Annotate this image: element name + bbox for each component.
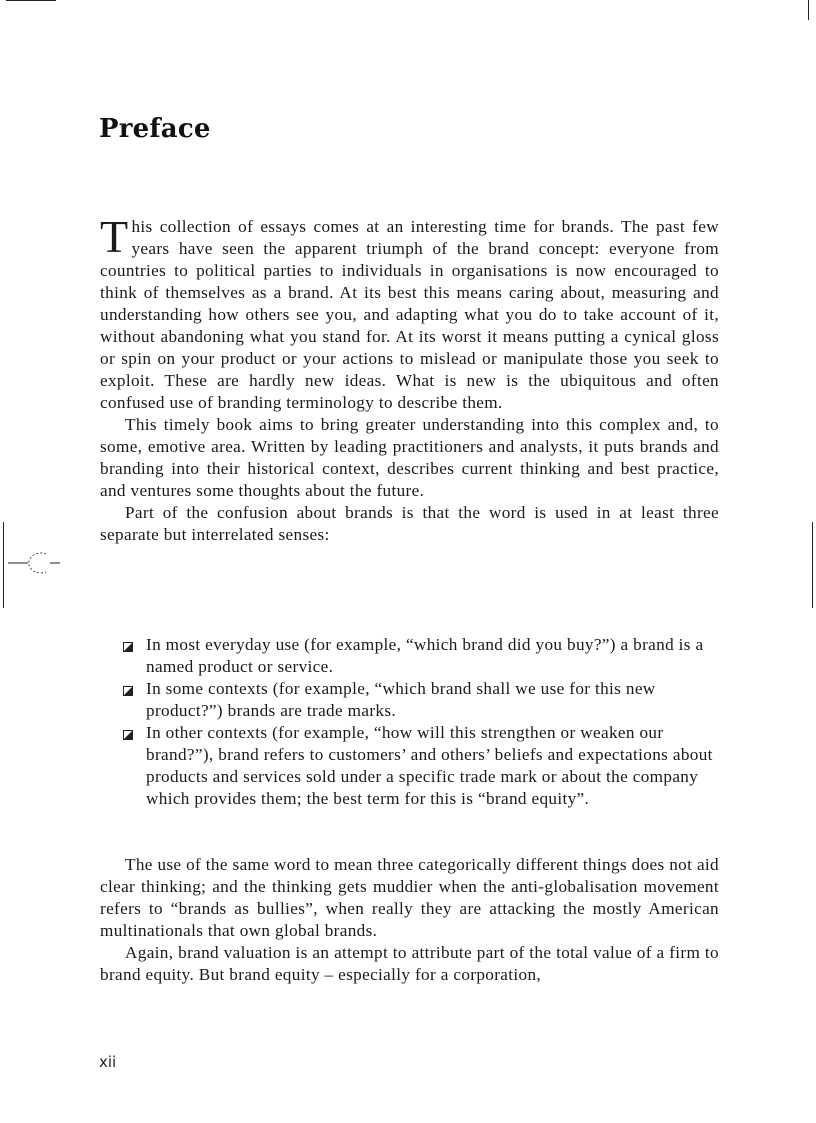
list-item xyxy=(123,634,723,678)
bullet-list xyxy=(123,634,723,810)
list-item xyxy=(123,722,723,810)
paragraph-4: The use of the same word to mean three categorically different things does not aid clear thinking; and the thinking gets muddier when the anti-globalisation movement refers to “brands as bullies”, when really they are attacking the mostly American multinationals that own global brands. xyxy=(100,855,719,940)
paragraph-1-text: his collection of essays comes at an interesting time for brands. The past few years have seen the apparent triumph of the brand concept: everyone from countries to political parties to individuals in organisations is now encouraged to think of themselves as a brand. At its best this means caring about, measuring and understanding how others see you, and adapting what you do to take account of it, without abandoning what you stand for. At its worst it means putting a cynical gloss or spin on your product or your actions to mislead or manipulate those you seek to exploit. These are hardly new ideas. What is new is the ubiquitous and often confused use of branding terminology to describe them. xyxy=(100,217,719,412)
bullet-icon xyxy=(123,730,133,740)
registration-mark-icon xyxy=(8,548,60,578)
bullet-text: In other contexts (for example, “how will this strengthen or weaken our brand?”), brand refers to customers’ and others’ beliefs and expectations about products and services sold under a specific trade mark or about the company which provides them; the best term for this is “brand equity”. xyxy=(146,723,713,808)
bullet-text: In most everyday use (for example, “which brand did you buy?”) a brand is a named product or service. xyxy=(146,635,704,676)
paragraph-1 xyxy=(100,211,719,414)
page-number: xii xyxy=(99,1053,117,1071)
bullet-icon xyxy=(123,642,133,652)
paragraph-2: This timely book aims to bring greater understanding into this complex and, to some, emotive area. Written by leading practitioners and analysts, it puts brands and branding into their historical context, describes current thinking and best practice, and ventures some thoughts about the future. xyxy=(100,415,719,500)
paragraph-5: Again, brand valuation is an attempt to attribute part of the total value of a firm to brand equity. But brand equity – especially for a corporation, xyxy=(100,943,719,984)
list-item xyxy=(123,678,723,722)
crop-mark-top-right xyxy=(808,0,809,20)
drop-cap: T xyxy=(100,211,129,262)
crop-mark-right xyxy=(812,522,813,608)
bullet-text: In some contexts (for example, “which brand shall we use for this new product?”) brands are trade marks. xyxy=(146,679,656,720)
paragraph-3: Part of the confusion about brands is that the word is used in at least three separate but interrelated senses: xyxy=(100,503,719,544)
crop-mark-left xyxy=(3,522,4,608)
closing-section xyxy=(100,854,719,986)
page-title: Preface xyxy=(99,114,211,144)
bullet-icon xyxy=(123,686,133,696)
crop-mark-top-left xyxy=(6,0,56,1)
intro-section xyxy=(100,211,719,546)
